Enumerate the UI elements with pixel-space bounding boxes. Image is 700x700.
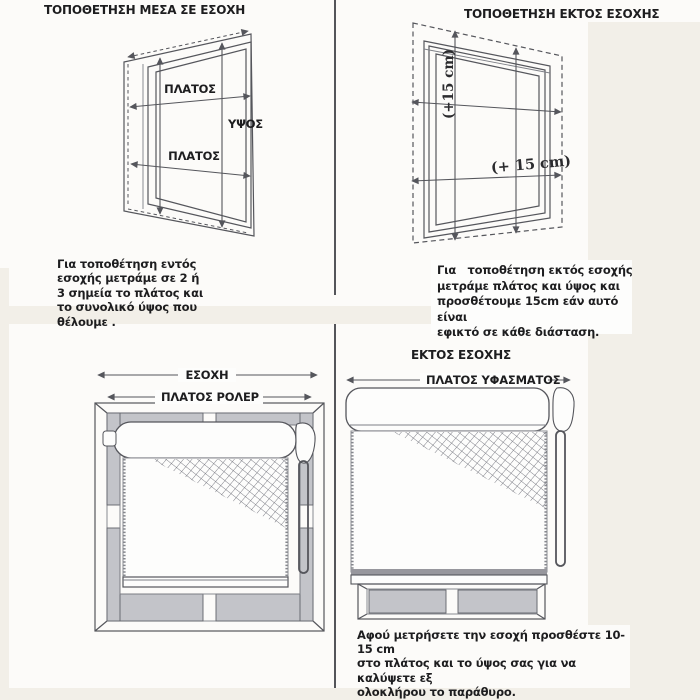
inset-roller-diagram — [95, 375, 324, 631]
inset-section-title: ΤΟΠΟΘΕΤΗΣΗ ΜΕΣΑ ΣΕ ΕΣΟΧΗ — [44, 3, 246, 17]
recess-width-label: ΕΣΟΧΗ — [178, 368, 236, 382]
outset-section-title: ΤΟΠΟΘΕΤΗΣΗ ΕΚΤΟΣ ΕΣΟΧΗΣ — [464, 7, 660, 21]
bottom-note: Αφού μετρήσετε την εσοχή προσθέστε 10-15 cm στο πλάτος και το ύψος σας για να καλύψετε εξ ολοκλήρου το παράθυρο. — [357, 628, 625, 699]
inset-note: Για τοποθέτηση εντός εσοχής μετράμε σε 2 ή 3 σημεία το πλάτος και το συνολικό ύψος που θέλουμε . — [57, 257, 204, 329]
inset-window-diagram — [124, 31, 254, 236]
plus-15cm-width-label: (+ 15 cm) — [490, 152, 572, 177]
height-label: ΥΨΟΣ — [228, 117, 263, 131]
outset-diagram-title: ΕΚΤΟΣ ΕΣΟΧΗΣ — [411, 348, 511, 362]
width-label-bottom: ΠΛΑΤΟΣ — [168, 149, 220, 163]
outset-window-diagram — [412, 23, 572, 243]
outset-roller-diagram — [346, 380, 574, 619]
width-label-top: ΠΛΑΤΟΣ — [164, 82, 216, 96]
outset-note: Για τοποθέτηση εκτός εσοχής μετράμε πλάτος και ύψος και προσθέτουμε 15cm εάν αυτό είναι εφικτό σε κάθε διάσταση. — [437, 263, 633, 340]
plus-15cm-height-label: (+15 cm) — [441, 48, 457, 120]
fabric-width-label: ΠΛΑΤΟΣ ΥΦΑΣΜΑΤΟΣ — [420, 373, 548, 387]
roller-width-label: ΠΛΑΤΟΣ ΡΟΛΕΡ — [155, 390, 263, 404]
